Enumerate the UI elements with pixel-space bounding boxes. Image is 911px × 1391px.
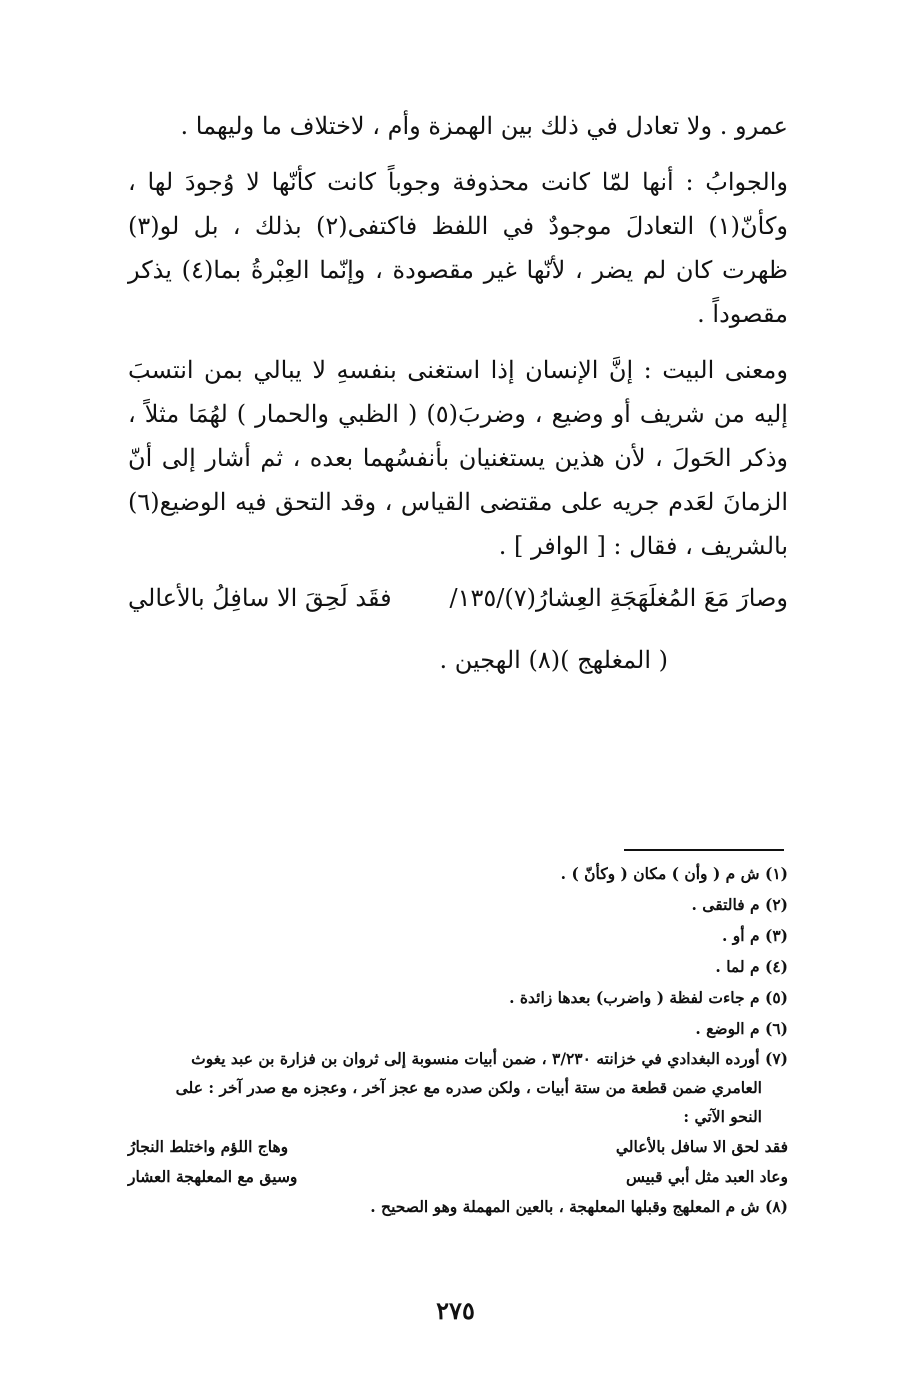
page-number: ٢٧٥	[436, 1296, 475, 1325]
footnote-verse-1	[128, 1131, 788, 1161]
main-text	[128, 104, 788, 682]
footnote-7	[128, 1044, 788, 1131]
paragraph-2: والجوابُ : أنها لمّا كانت محذوفة وجوباً كانت كأنّها لا وُجودَ لها ، وكأنّ(١) التعادلَ موجودٌ في اللفظ فاكتفى(٢) بذلك ، بل لو(٣) ظهرت كان لم يضر ، لأنّها غير مقصودة ، وإنّما العِبْرةُ بما(٤) يذكر مقصوداً .	[128, 168, 789, 328]
footnote-divider	[624, 849, 784, 851]
paragraph-1: عمرو . ولا تعادل في ذلك بين الهمزة وأم ، لاختلاف ما وليهما .	[180, 112, 788, 140]
footnote-7-line-3: النحو الآتي :	[683, 1107, 762, 1126]
footnote-verse-2-second: وسيق مع المعلهجة العشار	[128, 1166, 298, 1186]
footnote-2: (٢) م فالتقى .	[691, 895, 788, 914]
footnote-1: (١) ش م ( وأن ) مكان ( وكأنّ ) .	[560, 864, 788, 883]
footnote-3: (٣) م أو .	[722, 926, 788, 945]
footnote-7-line-1: (٧) أورده البغدادي في خزانته ٣/٢٣٠ ، ضمن أبيات منسوبة إلى ثروان بن فزارة بن عبد يغوث	[191, 1049, 788, 1068]
verse-hemistich-second: فقَد لَحِقَ الا سافِلُ بالأعالي	[128, 584, 392, 612]
footnotes	[128, 858, 788, 1222]
footnote-7-line-2: العامري ضمن قطعة من ستة أبيات ، ولكن صدره مع عجز آخر ، وعجزه مع صدر آخر : على	[175, 1078, 762, 1097]
footnote-5: (٥) م جاءت لفظة ( واضرب) بعدها زائدة .	[509, 988, 788, 1007]
footnote-verse-1-first: فقد لحق الا سافل بالأعالي	[615, 1136, 788, 1156]
footnote-verse-2-first: وعاد العبد مثل أبي قبيس	[625, 1166, 788, 1186]
verse-hemistich-first: وصارَ مَعَ المُغلَهَجَةِ العِشارُ(٧)/١٣٥/	[449, 584, 788, 612]
footnote-verse-1-second: وهاج اللؤم واختلط النجارُ	[128, 1136, 289, 1156]
verse-gloss: ( المغلهج )(٨) الهجين .	[439, 646, 668, 674]
footnote-verse-2	[128, 1161, 788, 1191]
paragraph-3: ومعنى البيت : إنَّ الإنسان إذا استغنى بنفسهِ لا يبالي بمن انتسبَ إليه من شريف أو وضيع ، وضربَ(٥) ( الظبي والحمار ) لهُمَا مثلاً ، وذكر الحَولَ ، لأن هذين يستغنيان بأنفسُهما بعده ، ثم أشار إلى أنّ الزمانَ لعَدم جريه على مقتضى القياس ، وقد التحق فيه الوضيع(٦) بالشريف ، فقال : [ الوافر ] .	[128, 356, 788, 560]
footnote-6: (٦) م الوضع .	[695, 1019, 788, 1038]
footnote-4: (٤) م لما .	[715, 957, 788, 976]
poem-verse	[128, 572, 788, 624]
footnote-8: (٨) ش م المعلهج وقبلها المعلهجة ، بالعين المهملة وهو الصحيح .	[370, 1197, 788, 1216]
